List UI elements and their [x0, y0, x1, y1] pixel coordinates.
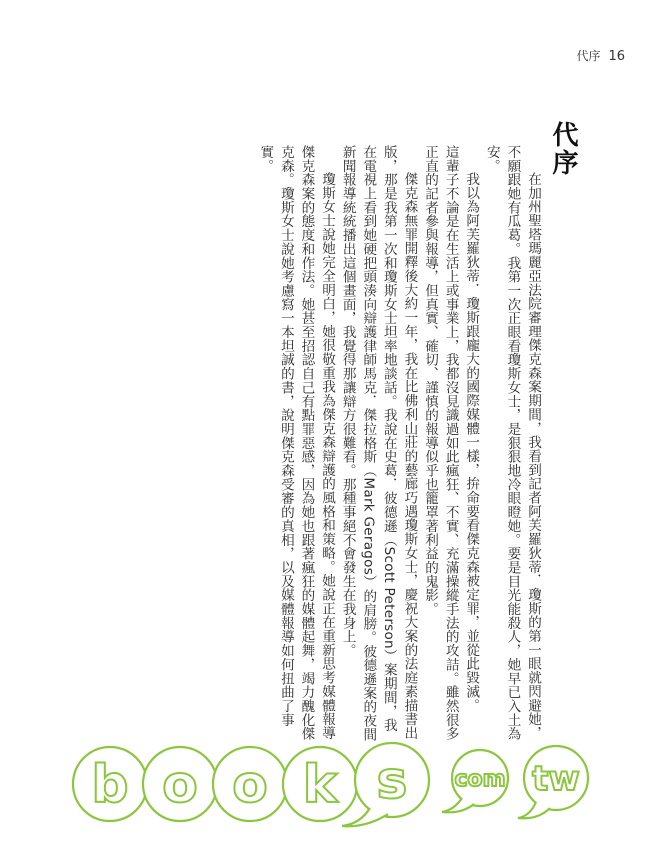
running-header	[576, 47, 625, 64]
chapter-title: 代序	[548, 121, 578, 177]
watermark-letter: o	[232, 755, 268, 815]
paragraph: 傑克森無罪開釋後大約一年，我在比佛利山莊的藝廊巧遇瓊斯女士，慶祝大案的法庭素描書出版，那是我第一次和瓊斯女士坦率地談話。我說在史葛．彼德遜（Scott Peterson）案期間，我在電視上看到她硬把頭湊向辯護律師馬克．傑拉格斯（Mark Geragos）的肩膀。彼德遜案的夜間新聞報導統統播出這個畫面，我覺得那讓辯方很難看。那種事絕不會發生在我身上。	[339, 145, 418, 742]
watermark-letter: b	[91, 755, 129, 815]
paragraph: 在加州聖塔瑪麗亞法院審理傑克森案期間，我看到記者阿芙羅狄蒂．瓊斯的第一眼就閃避她，不願跟她有瓜葛。我第一次正眼看瓊斯女士，是狠狠地冷眼瞪她。要是目光能殺人，她早已入土為安。	[483, 145, 541, 741]
paragraph: 瓊斯女士說她完全明白，她很敬重我為傑克森辯護的風格和策略。她說正在重新思考媒體報導傑克森案的態度和作法。她甚至招認自己有點罪惡感，因為她也跟著瘋狂的媒體起舞，竭力醜化傑克森。瓊斯女士說她考慮寫一本坦誠的書，說明傑克森受審的真相，以及媒體報導如何扭曲了事實。	[257, 145, 336, 741]
watermark-suffix: com	[454, 767, 506, 792]
watermark-letter: k	[302, 755, 338, 815]
page-number: 16	[608, 49, 625, 64]
body-text	[123, 145, 543, 745]
bookstw-watermark	[70, 738, 630, 830]
header-section-title: 代序	[576, 49, 601, 63]
watermark-letter: s	[376, 751, 408, 811]
watermark-letter: o	[162, 755, 198, 815]
paragraph: 這輩子不論是在生活上或事業上，我都沒見識過如此瘋狂、不實、充滿操縱手法的攻詰。雖然很多正直的記者參與報導，但真實、確切、謹慎的報導似乎也籠罩著利益的鬼影。	[422, 145, 459, 741]
watermark-suffix: tw	[532, 759, 580, 799]
paragraph: 我以為阿芙羅狄蒂．瓊斯跟龐大的國際媒體一樣，拚命要看傑克森被定罪，並從此毀滅。	[463, 172, 480, 713]
